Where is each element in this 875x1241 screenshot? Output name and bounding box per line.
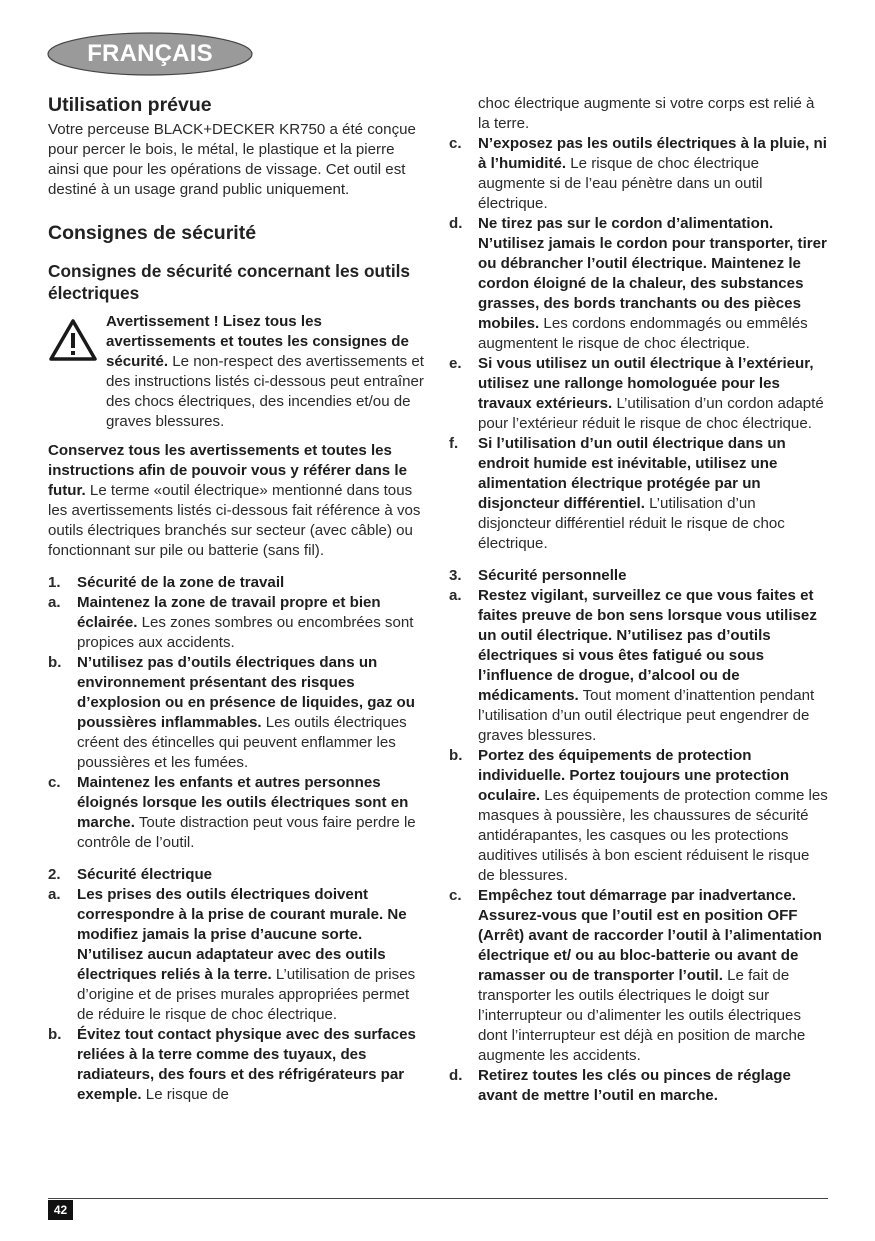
language-label: FRANÇAIS [87, 40, 213, 67]
list-item: e. Si vous utilisez un outil électrique à l’extérieur, utilisez une rallonge homologuée pour les travaux extérieurs. L’utilisation d’un cordon adapté pour l’extérieur réduit le risque de choc électrique. [449, 355, 824, 432]
section-heading-work-area: 1. Sécurité de la zone de travail [48, 574, 285, 591]
list-item: d. Ne tirez pas sur le cordon d’alimentation. N’utilisez jamais le cordon pour transporter, tirer ou débrancher l’outil électrique. Maintenez le cordon éloigné de la chaleur, des substances grasses, des bords tranchants ou des pièces mobiles. Les cordons endommagés ou emmêlés augmentent le risque de choc électrique. [449, 215, 827, 352]
list-item: a. Maintenez la zone de travail propre et bien éclairée. Les zones sombres ou encombrées sont propices aux accidents. [48, 594, 414, 651]
list-item: c. Empêchez tout démarrage par inadvertance. Assurez-vous que l’outil est en position OFF (Arrêt) avant de raccorder l’outil à l’alimentation électrique et/ ou au bloc-batterie ou avant de ramasser ou de transporter l’outil. Le fait de transporter les outils électriques le doigt sur l’interrupteur ou d’alimenter les outils électriques dont l’interrupteur est déjà en position de marche augmente les accidents. [449, 887, 822, 1064]
left-column [48, 92, 428, 1105]
right-column [449, 94, 829, 1106]
list-item: b. Évitez tout contact physique avec des surfaces reliées à la terre comme des tuyaux, des radiateurs, des fours et des réfrigérateurs par exemple. Le risque de [48, 1026, 416, 1103]
keep-instructions-text: Conservez tous les avertissements et toutes les instructions afin de pouvoir vous y référer dans le futur. Le terme «outil électrique» mentionné dans tous les avertissements listés ci-dessous fait référence à vos outils électriques branchés sur secteur (avec câble) ou fonctionnant sur pile ou batterie (sans fil). [48, 442, 421, 559]
section-heading-personal: 3. Sécurité personnelle [449, 567, 627, 584]
list-item: a. Restez vigilant, surveillez ce que vous faites et faites preuve de bon sens lorsque vous utilisez un outil électrique. N’utilisez pas d’outils électriques si vous êtes fatigué ou sous l’influence de drogue, d’alcool ou de médicaments. Tout moment d’inattention pendant l’utilisation d’un outil électrique peut engendrer de graves blessures. [449, 587, 817, 744]
warning-triangle-icon [48, 312, 106, 432]
tools-safety-title: Consignes de sécurité concernant les outils électriques [48, 261, 411, 303]
list-item-continued: choc électrique augmente si votre corps est relié à la terre. [478, 95, 815, 132]
page-number: 42 [48, 1200, 73, 1220]
warning-block [48, 312, 428, 432]
list-item: d. Retirez toutes les clés ou pinces de réglage avant de mettre l’outil en marche. [449, 1067, 791, 1104]
list-item: c. Maintenez les enfants et autres personnes éloignés lorsque les outils électriques sont en marche. Toute distraction peut vous faire perdre le contrôle de l’outil. [48, 774, 416, 851]
list-item: b. N’utilisez pas d’outils électriques dans un environnement présentant des risques d’explosion ou en présence de liquides, gaz ou poussières inflammables. Les outils électriques créent des étincelles qui peuvent enflammer les poussières et les fumées. [48, 654, 415, 771]
section-heading-electrical: 2. Sécurité électrique [48, 866, 213, 883]
list-item: b. Portez des équipements de protection individuelle. Portez toujours une protection oculaire. Les équipements de protection comme les masques à poussière, les chaussures de sécurité antidérapantes, les casques ou les protections auditives utilisés à bon escient réduisent le risque de blessures. [449, 747, 828, 884]
intended-use-body: Votre perceuse BLACK+DECKER KR750 a été conçue pour percer le bois, le métal, le plastique et la pierre ainsi que pour les opérations de vissage. Cet outil est destiné à un usage grand public uniquement. [48, 121, 416, 198]
intended-use-title: Utilisation prévue [48, 94, 212, 116]
list-item: a. Les prises des outils électriques doivent correspondre à la prise de courant murale. Ne modifiez jamais la prise d’aucune sorte. N’utilisez aucun adaptateur avec des outils électriques reliés à la terre. L’utilisation de prises d’origine et de prises murales appropriées permet de réduire le risque de choc électrique. [48, 886, 416, 1023]
list-item: f. Si l’utilisation d’un outil électrique dans un endroit humide est inévitable, utilisez une alimentation électrique protégée par un disjoncteur différentiel. L’utilisation d’un disjoncteur différentiel réduit le risque de choc électrique. [449, 435, 786, 552]
language-tab [46, 31, 254, 77]
warning-text: Avertissement ! Lisez tous les avertissements et toutes les consignes de sécurité. Le non-respect des avertissements et des instructions listés ci-dessous peut entraîner des chocs électriques, des incendies et/ou de graves blessures. [106, 313, 424, 430]
safety-title: Consignes de sécurité [48, 222, 257, 244]
list-item: c. N’exposez pas les outils électriques à la pluie, ni à l’humidité. Le risque de choc électrique augmente si de l’eau pénètre dans un outil électrique. [449, 135, 827, 212]
footer-divider [48, 1198, 828, 1199]
